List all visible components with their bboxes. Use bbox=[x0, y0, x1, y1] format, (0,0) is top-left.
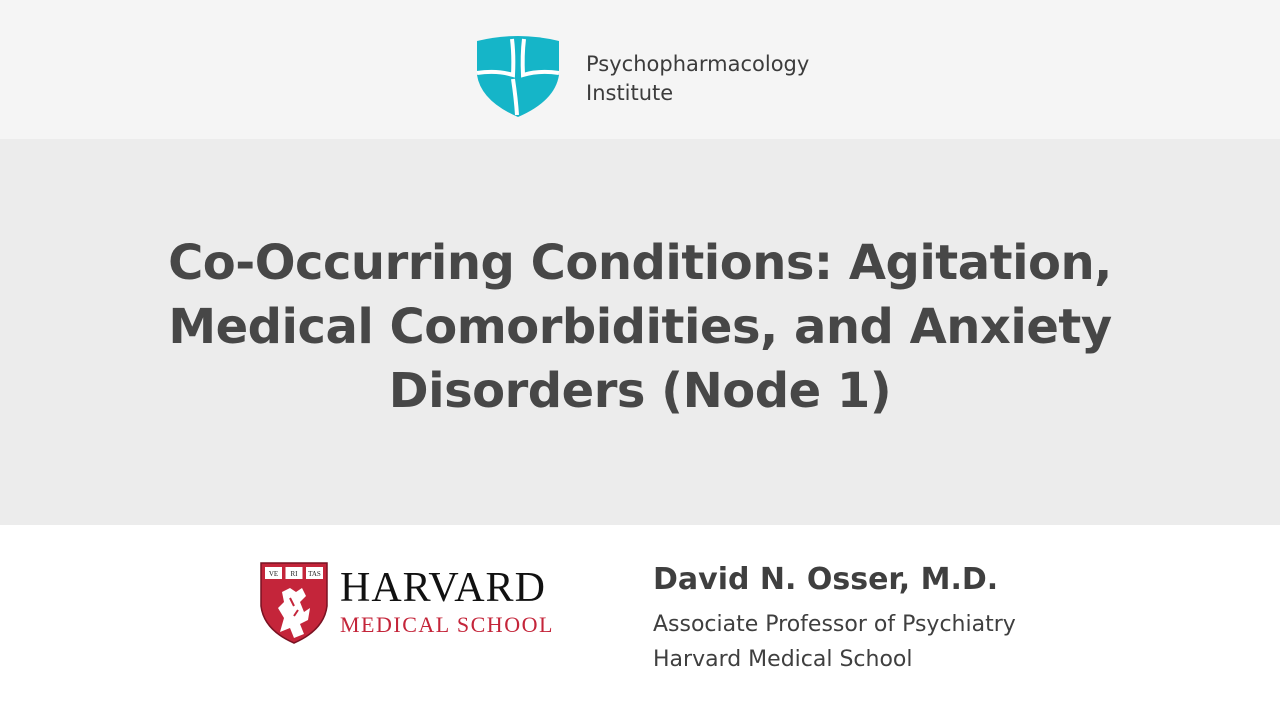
shield-text-1: VE bbox=[268, 570, 279, 578]
institution-subname: MEDICAL SCHOOL bbox=[340, 612, 554, 637]
harvard-shield-icon bbox=[260, 562, 328, 644]
footer-band bbox=[0, 525, 1280, 720]
shield-text-2: RI bbox=[290, 570, 298, 578]
slide-title bbox=[140, 231, 1140, 423]
speaker-role: Associate Professor of Psychiatry bbox=[653, 612, 1016, 637]
shield-text-3: TAS bbox=[308, 570, 321, 578]
speaker-name: David N. Osser, M.D. bbox=[653, 562, 999, 597]
shield-cross-icon bbox=[475, 35, 561, 119]
slide-title-line-3: Disorders (Node 1) bbox=[388, 363, 892, 419]
slide-title-line-1: Co-Occurring Conditions: Agitation, bbox=[168, 235, 1112, 291]
brand-name-line-2: Institute bbox=[586, 81, 674, 105]
slide-title-line-2: Medical Comorbidities, and Anxiety bbox=[168, 299, 1112, 355]
speaker-organization: Harvard Medical School bbox=[653, 647, 913, 672]
brand-name bbox=[586, 50, 846, 108]
header-band bbox=[0, 0, 1280, 139]
institution-name: HARVARD bbox=[340, 565, 546, 611]
brand-name-line-1: Psychopharmacology bbox=[586, 52, 810, 76]
